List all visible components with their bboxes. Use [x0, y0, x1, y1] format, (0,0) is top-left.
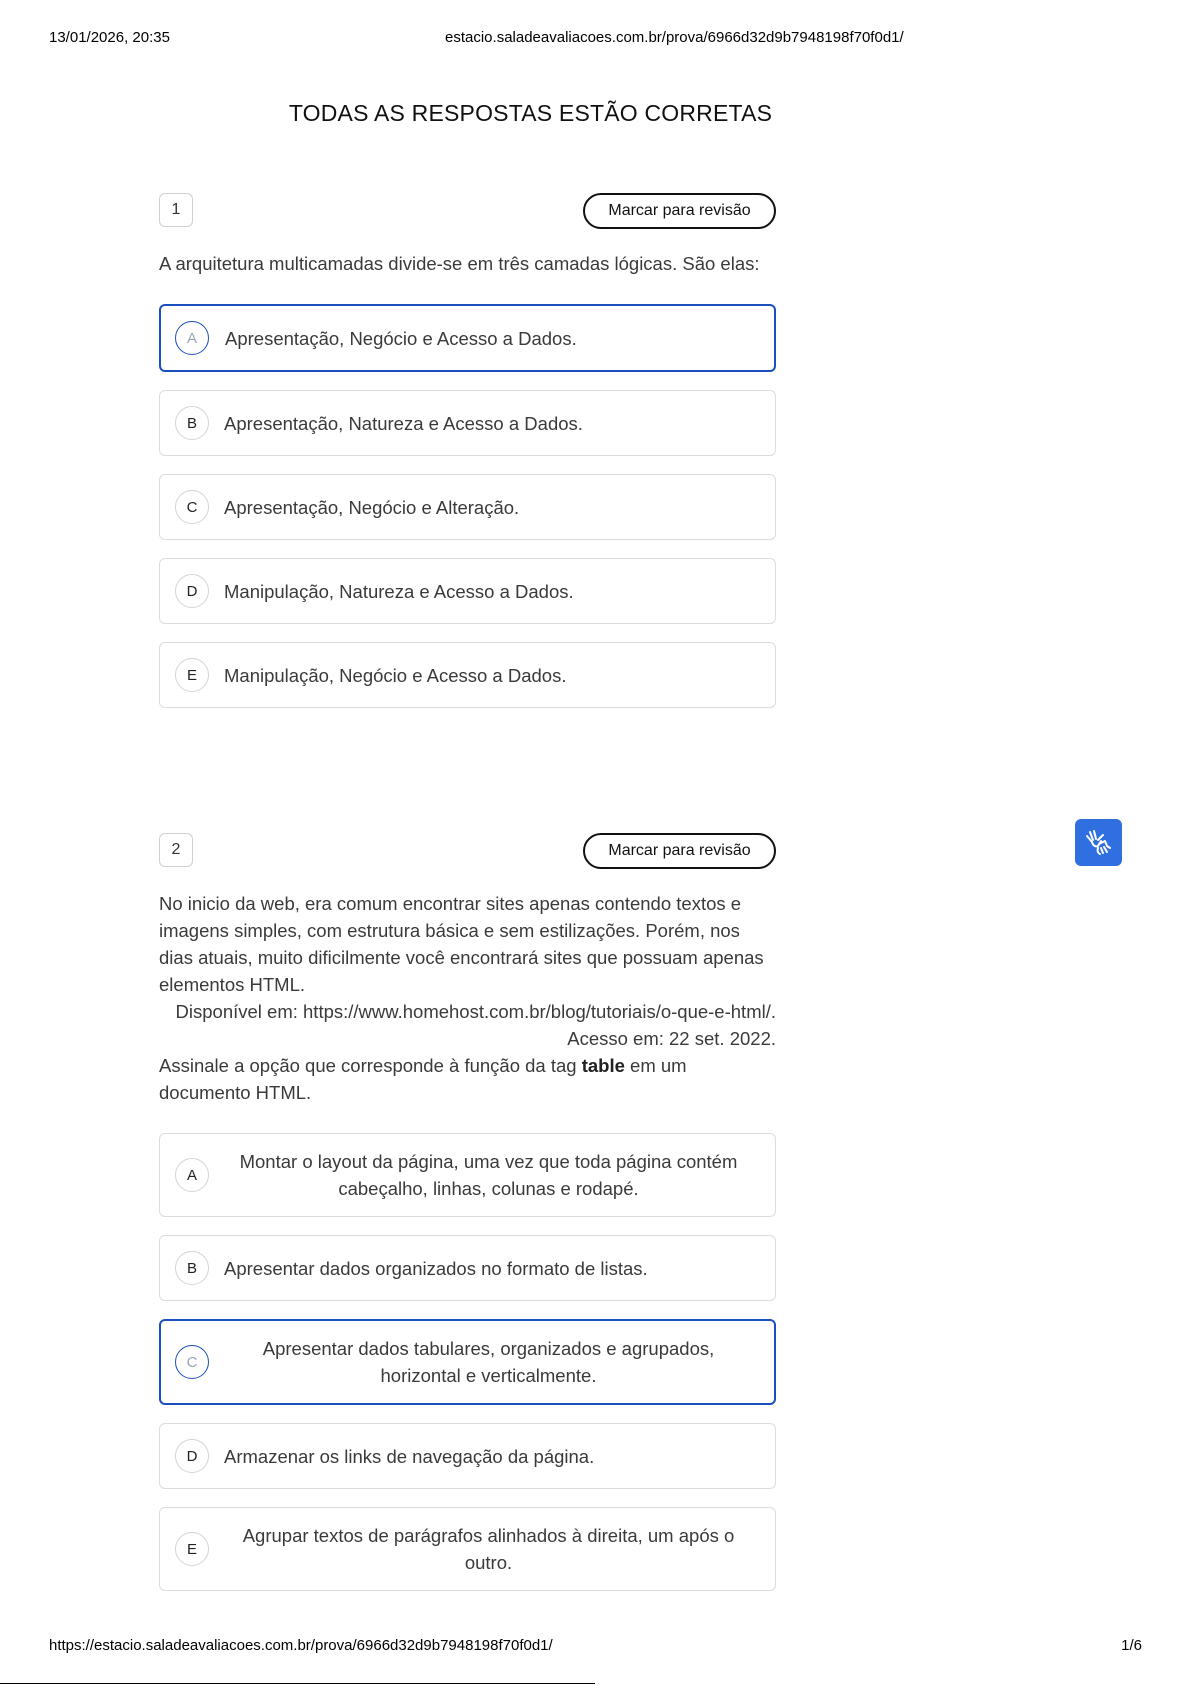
option-text: Apresentar dados tabulares, organizados e agrupados, horizontal e verticalmente.	[262, 1338, 715, 1386]
sign-language-hands-icon	[1084, 828, 1114, 858]
option-letter: A	[175, 321, 209, 355]
prompt-before: Assinale a opção que corresponde à função da tag	[159, 1055, 582, 1076]
accessibility-button[interactable]	[1075, 819, 1122, 866]
option-b[interactable]	[159, 1235, 776, 1301]
page-divider	[0, 1683, 595, 1684]
option-c[interactable]	[159, 1319, 776, 1405]
prompt-bold: table	[581, 1055, 625, 1076]
page-title: TODAS AS RESPOSTAS ESTÃO CORRETAS	[288, 100, 773, 126]
option-text: Manipulação, Negócio e Acesso a Dados.	[224, 664, 567, 686]
print-page-url: estacio.saladeavaliacoes.com.br/prova/6966d32d9b7948198f70f0d1/	[445, 29, 904, 46]
mark-for-review-button[interactable]: Marcar para revisão	[583, 193, 776, 229]
option-e[interactable]	[159, 642, 776, 708]
question-header	[159, 833, 776, 869]
question-header	[159, 193, 776, 229]
question-number: 2	[159, 833, 193, 867]
option-e[interactable]	[159, 1507, 776, 1591]
print-header	[0, 29, 1191, 49]
option-text: Apresentação, Negócio e Acesso a Dados.	[225, 327, 577, 349]
option-text: Apresentação, Natureza e Acesso a Dados.	[224, 412, 583, 434]
option-letter: B	[175, 1251, 209, 1285]
question-2	[159, 833, 776, 1591]
answer-options	[159, 304, 776, 708]
question-text: A arquitetura multicamadas divide-se em três camadas lógicas. São elas:	[159, 253, 760, 274]
option-b[interactable]	[159, 390, 776, 456]
option-text: Armazenar os links de navegação da página.	[224, 1445, 595, 1467]
option-a[interactable]	[159, 1133, 776, 1217]
option-d[interactable]	[159, 558, 776, 624]
option-letter: B	[175, 406, 209, 440]
option-letter: E	[175, 658, 209, 692]
option-text: Apresentação, Negócio e Alteração.	[224, 496, 520, 518]
option-letter: D	[175, 574, 209, 608]
page-number: 1/6	[1121, 1637, 1142, 1654]
mark-for-review-button[interactable]: Marcar para revisão	[583, 833, 776, 869]
option-text: Apresentar dados organizados no formato de listas.	[224, 1257, 648, 1279]
option-c[interactable]	[159, 474, 776, 540]
question-context: No inicio da web, era comum encontrar sites apenas contendo textos e imagens simples, com estrutura básica e sem estilizações. Porém, nos dias atuais, muito dificilmente você encontrará sites que possuam apenas elementos HTML.	[159, 893, 764, 995]
print-footer	[0, 1637, 1191, 1657]
option-letter: D	[175, 1439, 209, 1473]
option-text: Montar o layout da página, uma vez que toda página contém cabeçalho, linhas, colunas e rodapé.	[239, 1151, 738, 1199]
option-letter: A	[175, 1158, 209, 1192]
answer-options	[159, 1133, 776, 1591]
option-a[interactable]	[159, 304, 776, 372]
question-source: Disponível em: https://www.homehost.com.br/blog/tutoriais/o-que-e-html/. Acesso em: 22 set. 2022.	[175, 1001, 776, 1049]
option-text: Manipulação, Natureza e Acesso a Dados.	[224, 580, 574, 602]
option-letter: E	[175, 1532, 209, 1566]
option-d[interactable]	[159, 1423, 776, 1489]
print-datetime: 13/01/2026, 20:35	[49, 29, 170, 46]
prompt-after: em um documento HTML.	[159, 1055, 687, 1103]
option-letter: C	[175, 1345, 209, 1379]
question-prompt	[159, 1052, 776, 1106]
option-letter: C	[175, 490, 209, 524]
question-text	[159, 890, 776, 1106]
print-footer-url: https://estacio.saladeavaliacoes.com.br/prova/6966d32d9b7948198f70f0d1/	[49, 1637, 553, 1654]
question-1	[159, 193, 776, 708]
question-number: 1	[159, 193, 193, 227]
option-text: Agrupar textos de parágrafos alinhados à direita, um após o outro.	[242, 1525, 735, 1573]
